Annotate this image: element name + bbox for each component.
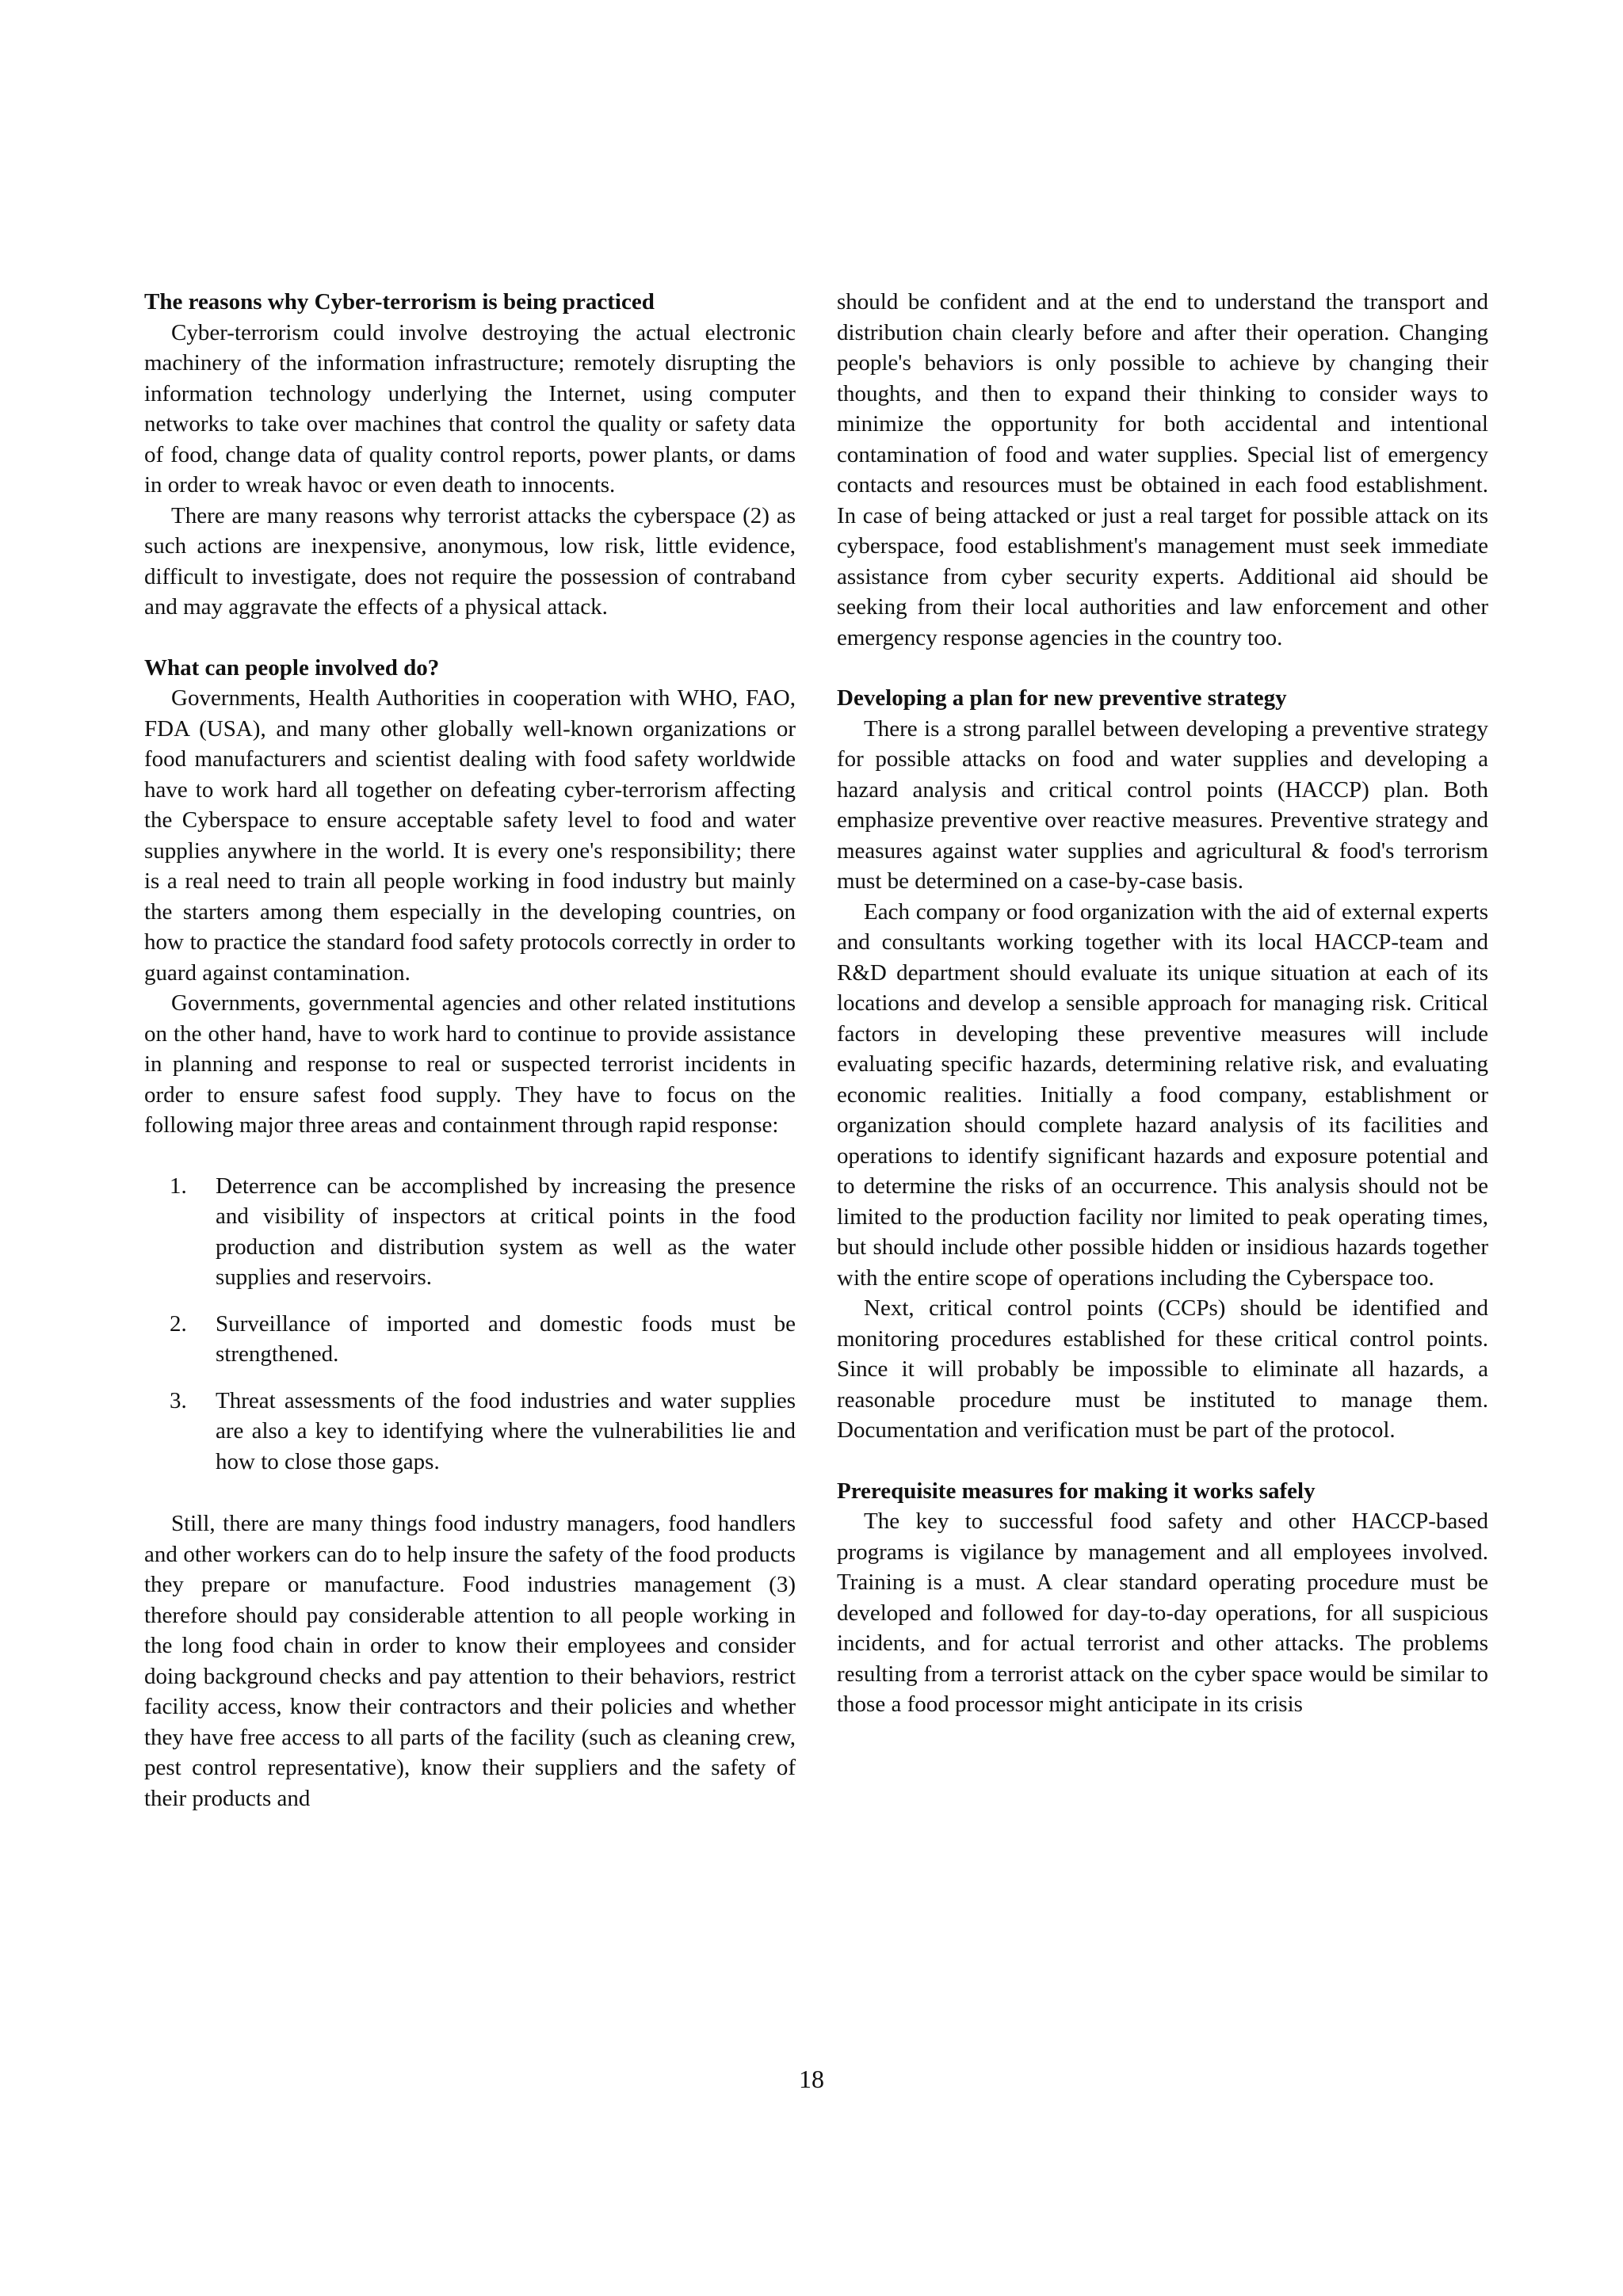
paragraph: Next, critical control points (CCPs) should be identified and monitoring procedures established for these critical control points. Since it will probably be impossible to eliminate all hazards, a reasonable procedure must be instituted to manage them. Documentation and verification must be part of the protocol. — [837, 1295, 1488, 1443]
list-number: 2. — [170, 1310, 187, 1337]
numbered-list — [144, 1171, 796, 1478]
list-text: Surveillance of imported and domestic foods must be strengthened. — [216, 1310, 796, 1367]
list-text: Threat assessments of the food industries and water supplies are also a key to identifying where the vulnerabilities lie and how to close those gaps. — [216, 1387, 796, 1474]
section-heading-what-can-people-do: What can people involved do? — [144, 654, 440, 681]
paragraph: Cyber-terrorism could involve destroying the actual electronic machinery of the information infrastructure; remotely disrupting the information technology underlying the Internet, using computer networks to take over machines that control the quality or safety data of food, change data of quality control reports, power plants, or dams in order to wreak havoc or even death to innocents. — [144, 319, 796, 498]
list-number: 1. — [170, 1173, 187, 1199]
spacer — [144, 1141, 796, 1171]
continuation-paragraph: should be confident and at the end to understand the transport and distribution chain clearly before and after their operation. Changing people's behaviors is only possible to achieve by changing their thoughts, and then to expand their thinking to consider ways to minimize the opportunity for both accidental and intentional contamination of food and water supplies. Special list of emergency contacts and resources must be obtained in each food establishment. In case of being attacked or just a real target for possible attack on its cyberspace, food establishment's management must seek immediate assistance from cyber security experts. Additional aid should be seeking from their local authorities and law enforcement and other emergency response agencies in the country too. — [837, 289, 1488, 650]
spacer — [144, 623, 796, 653]
paragraph: Governments, governmental agencies and other related institutions on the other hand, have to work hard to continue to provide assistance in planning and response to real or suspected terrorist incidents in order to ensure safest food supply. They have to focus on the following major three areas and containment through rapid response: — [144, 990, 796, 1138]
right-column — [837, 287, 1488, 1720]
list-item — [144, 1171, 796, 1293]
section-heading-prerequisite-measures: Prerequisite measures for making it works safely — [837, 1478, 1316, 1504]
page-number: 18 — [799, 2065, 824, 2093]
paragraph: Governments, Health Authorities in cooperation with WHO, FAO, FDA (USA), and many other globally well-known organizations or food manufacturers and scientist dealing with food safety worldwide have to work hard all together on defeating cyber-terrorism affecting the Cyberspace to ensure acceptable safety level to food and water supplies anywhere in the world. It is every one's responsibility; there is a real need to train all people working in food industry but mainly the starters among them especially in the developing countries, on how to practice the standard food safety protocols correctly in order to guard against contamination. — [144, 685, 796, 986]
spacer — [837, 653, 1488, 683]
spacer — [837, 1446, 1488, 1476]
spacer — [144, 1493, 796, 1508]
paragraph: The key to successful food safety and other HACCP-based programs is vigilance by management and all employees involved. Training is a must. A clear standard operating procedure must be developed and followed for day-to-day operations, for all suspicious incidents, and for actual terrorist and other attacks. The problems resulting from a terrorist attack on the cyber space would be similar to those a food processor might anticipate in its crisis — [837, 1508, 1488, 1717]
list-item — [144, 1309, 796, 1370]
left-column — [144, 287, 796, 1814]
list-text: Deterrence can be accomplished by increasing the presence and visibility of inspectors at critical points in the food production and distribution system as well as the water supplies and reservoirs. — [216, 1173, 796, 1290]
paragraph: Still, there are many things food industry managers, food handlers and other workers can do to help insure the safety of the food products they prepare or manufacture. Food industries management (3) therefore should pay considerable attention to all people working in the long food chain in order to know their employees and consider doing background checks and pay attention to their behaviors, restrict facility access, know their contractors and their policies and whether they have free access to all parts of the facility (such as cleaning crew, pest control representative), know their suppliers and the safety of their products and — [144, 1511, 796, 1811]
paragraph: There are many reasons why terrorist attacks the cyberspace (2) as such actions are inexpensive, anonymous, low risk, little evidence, difficult to investigate, does not require the possession of contraband and may aggravate the effects of a physical attack. — [144, 502, 796, 620]
list-item — [144, 1386, 796, 1478]
list-number: 3. — [170, 1387, 187, 1413]
section-heading-preventive-strategy: Developing a plan for new preventive strategy — [837, 685, 1287, 711]
paragraph: Each company or food organization with the aid of external experts and consultants working together with its local HACCP-team and R&D department should evaluate its unique situation at each of its locations and develop a sensible approach for managing risk. Critical factors in developing these preventive measures will include evaluating specific hazards, determining relative risk, and evaluating economic realities. Initially a food company, establishment or organization should complete hazard analysis of its facilities and operations to identify significant hazards and exposure potential and to determine the risks of an occurrence. This analysis should not be limited to the production facility nor limited to peak operating times, but should include other possible hidden or insidious hazards together with the entire scope of operations including the Cyberspace too. — [837, 898, 1488, 1291]
paragraph: There is a strong parallel between developing a preventive strategy for possible attacks on food and water supplies and developing a hazard analysis and critical control points (HACCP) plan. Both emphasize preventive over reactive measures. Preventive strategy and measures against water supplies and agricultural & food's terrorism must be determined on a case-by-case basis. — [837, 715, 1488, 894]
section-heading-reasons: The reasons why Cyber-terrorism is being practiced — [144, 289, 655, 315]
